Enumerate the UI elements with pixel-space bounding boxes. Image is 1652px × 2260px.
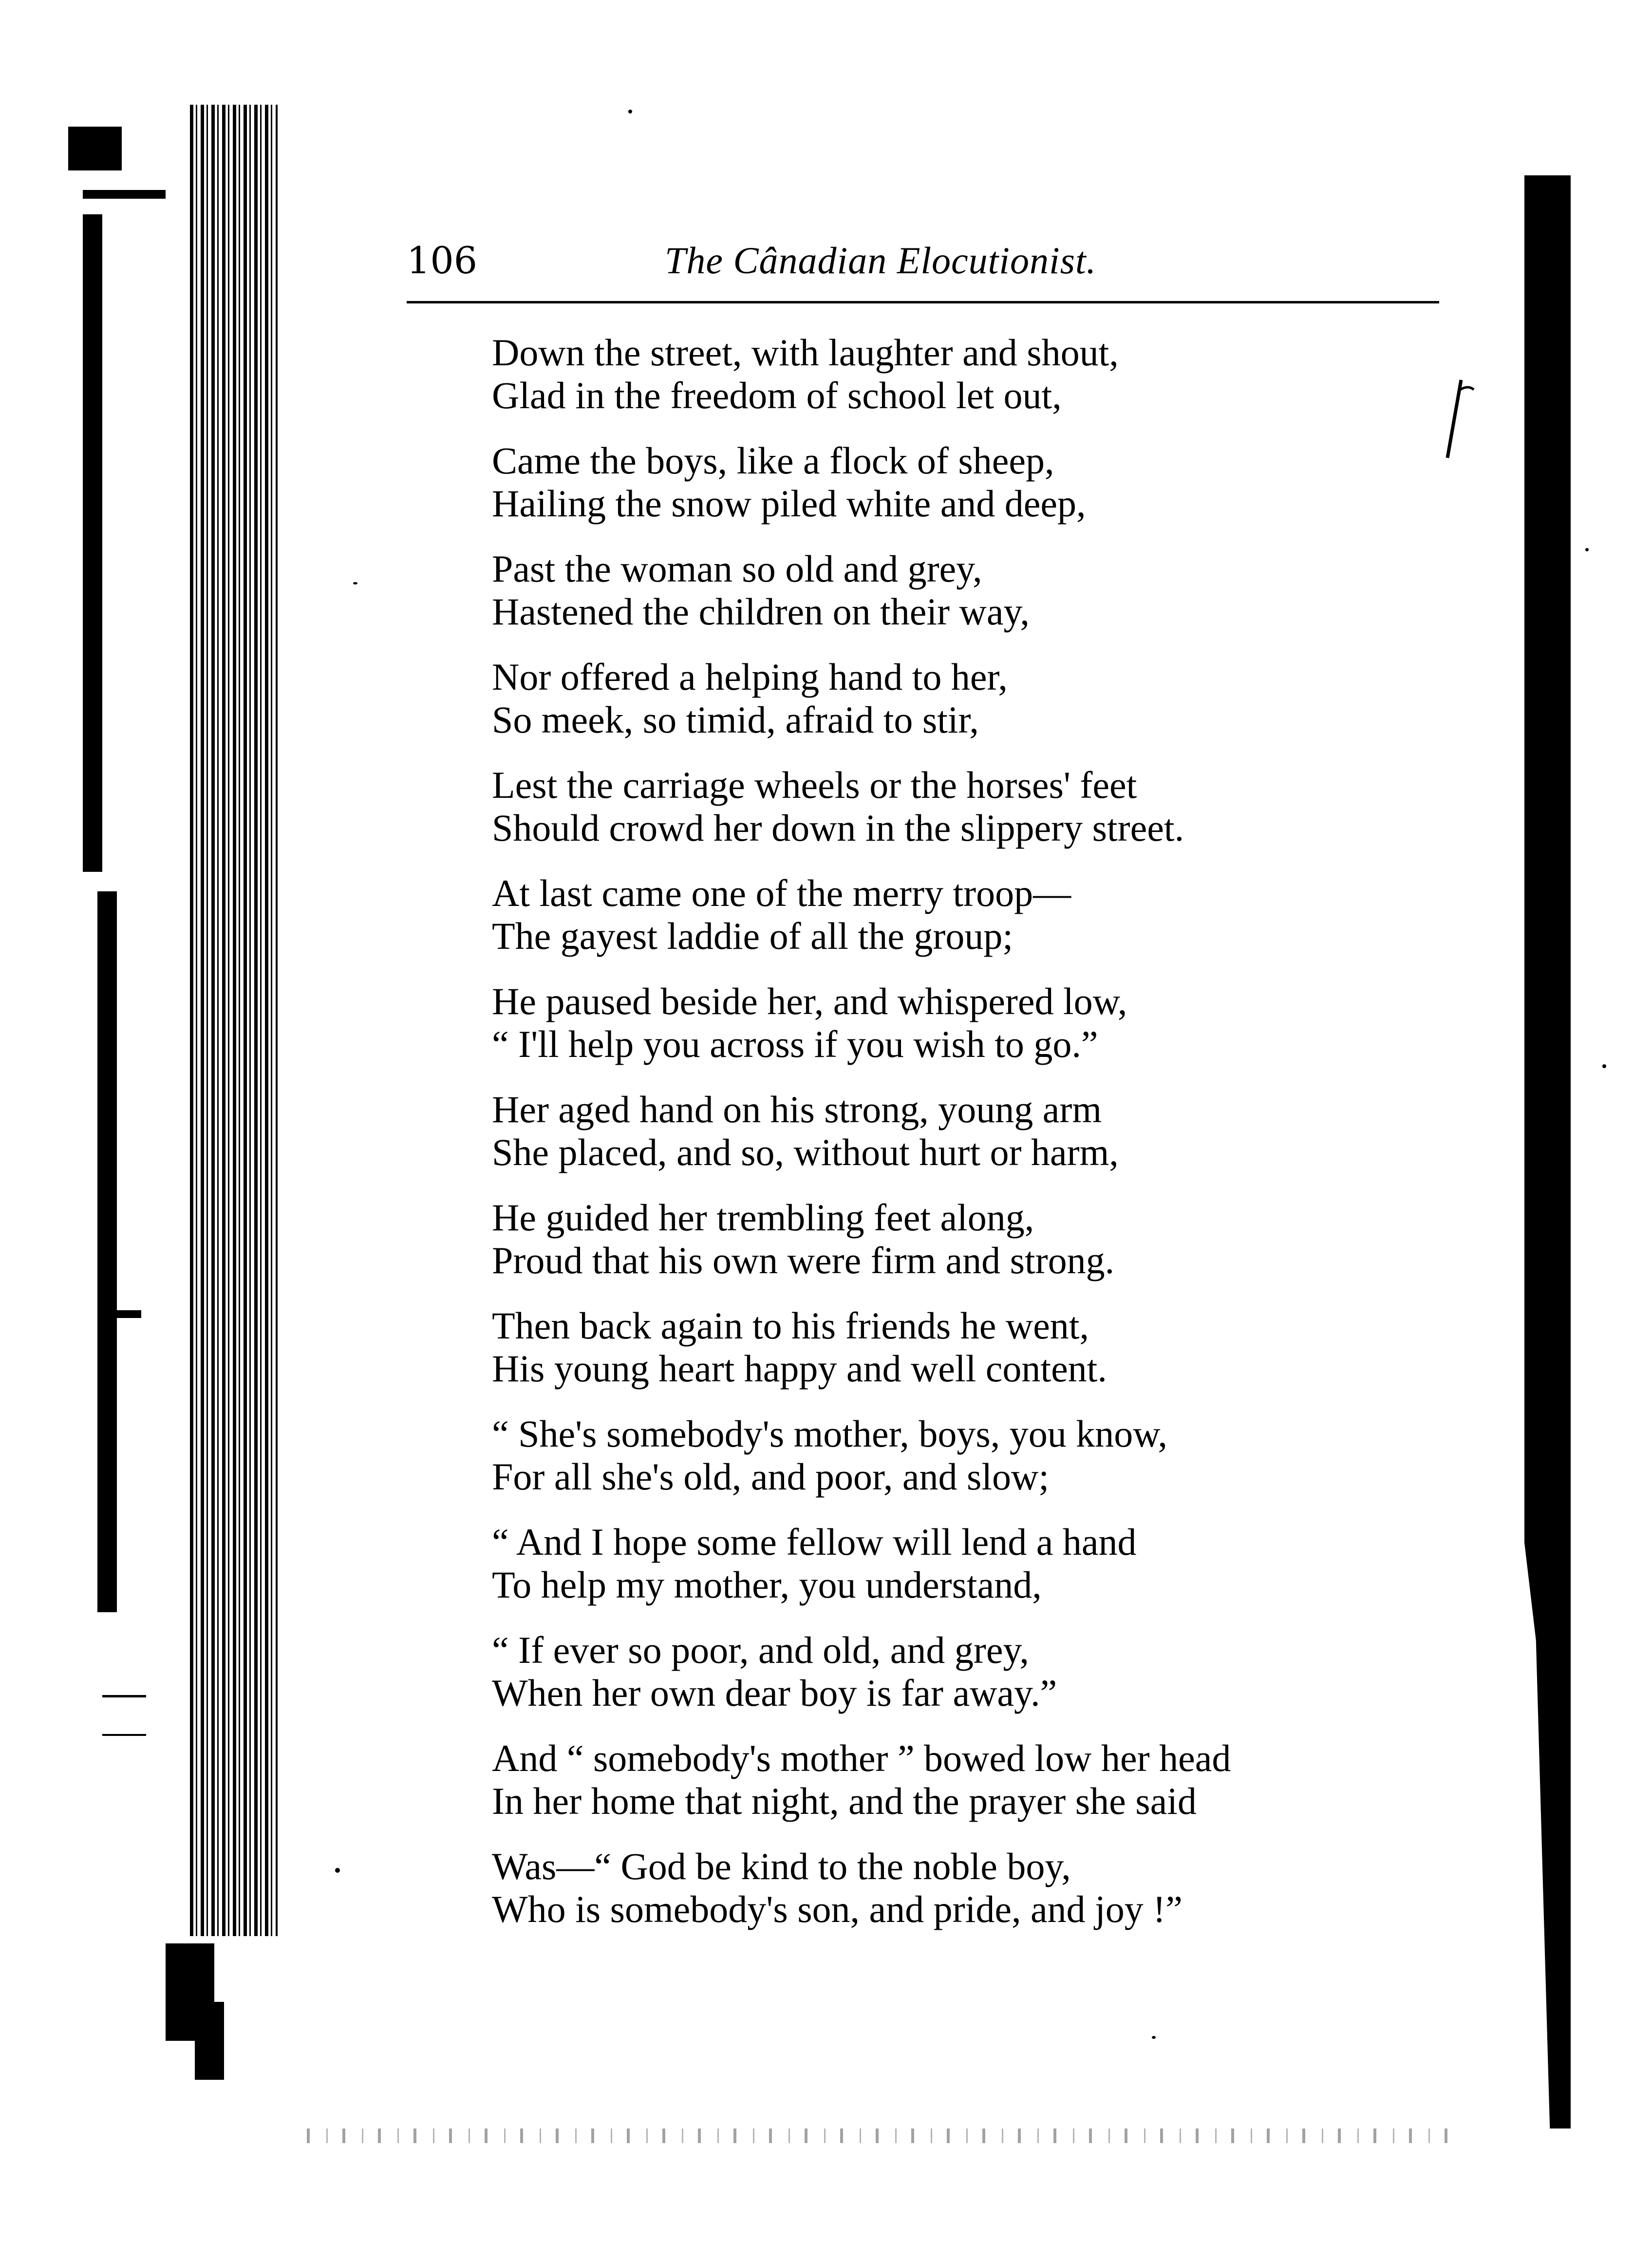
poem-line: “ And I hope some fellow will lend a hand: [492, 1521, 1137, 1563]
poem-line: Proud that his own were firm and strong.: [492, 1239, 1115, 1281]
scan-speck: [1602, 1064, 1606, 1068]
poem-line: At last came one of the merry troop—: [492, 872, 1071, 914]
poem-line: Lest the carriage wheels or the horses' feet: [492, 764, 1137, 806]
poem-line: Down the street, with laughter and shout,: [492, 331, 1119, 374]
poem-line: Should crowd her down in the slippery street.: [492, 807, 1184, 849]
page-header: [407, 234, 1439, 297]
poem-line: In her home that night, and the prayer she said: [492, 1780, 1197, 1822]
stanza: [492, 1412, 1456, 1498]
poem-line: “ I'll help you across if you wish to go.”: [492, 1023, 1098, 1065]
stanza: [492, 764, 1456, 849]
scan-speck: [1585, 548, 1589, 551]
poem-line: She placed, and so, without hurt or harm,: [492, 1131, 1119, 1173]
running-title: The Cânadian Elocutionist.: [665, 239, 1097, 282]
stanza: [492, 1304, 1456, 1390]
header-rule: [407, 301, 1439, 303]
poem-line: When her own dear boy is far away.”: [492, 1672, 1057, 1714]
stanza: [492, 1629, 1456, 1714]
stanza: [492, 1521, 1456, 1606]
stanza: [492, 980, 1456, 1066]
stanza: [492, 547, 1456, 633]
poem-line: Her aged hand on his strong, young arm: [492, 1088, 1102, 1130]
poem-line: And “ somebody's mother ” bowed low her head: [492, 1737, 1231, 1779]
poem-line: He paused beside her, and whispered low,: [492, 980, 1127, 1022]
page-number: 106: [407, 239, 478, 282]
poem-line: Who is somebody's son, and pride, and joy !”: [492, 1888, 1183, 1930]
stanza: [492, 1845, 1456, 1931]
poem-body: [492, 331, 1456, 1953]
stanza: [492, 656, 1456, 741]
scan-speck: [353, 582, 357, 584]
poem-line: Came the boys, like a flock of sheep,: [492, 439, 1054, 482]
poem-line: He guided her trembling feet along,: [492, 1196, 1034, 1239]
stanza: [492, 331, 1456, 417]
poem-line: The gayest laddie of all the group;: [492, 915, 1013, 957]
poem-line: Glad in the freedom of school let out,: [492, 374, 1062, 416]
poem-line: Was—“ God be kind to the noble boy,: [492, 1845, 1071, 1887]
stanza: [492, 1196, 1456, 1282]
poem-line: Nor offered a helping hand to her,: [492, 656, 1008, 698]
poem-line: Hastened the children on their way,: [492, 590, 1030, 633]
stanza: [492, 439, 1456, 525]
poem-line: Then back again to his friends he went,: [492, 1304, 1089, 1347]
stanza: [492, 1737, 1456, 1823]
poem-line: To help my mother, you understand,: [492, 1563, 1042, 1606]
poem-line: Hailing the snow piled white and deep,: [492, 482, 1086, 525]
poem-line: For all she's old, and poor, and slow;: [492, 1455, 1049, 1498]
poem-line: “ She's somebody's mother, boys, you know,: [492, 1412, 1168, 1455]
bottom-scan-noise: [292, 2128, 1461, 2143]
scan-speck: [1152, 2036, 1156, 2039]
poem-line: His young heart happy and well content.: [492, 1347, 1107, 1390]
stanza: [492, 872, 1456, 958]
right-edge-shadow: [1524, 175, 1571, 2128]
binding-stripes: [190, 105, 278, 1936]
poem-line: “ If ever so poor, and old, and grey,: [492, 1629, 1029, 1671]
scan-speck: [335, 1868, 340, 1873]
poem-line: So meek, so timid, afraid to stir,: [492, 698, 979, 741]
stanza: [492, 1088, 1456, 1174]
scan-speck: [628, 110, 632, 113]
poem-line: Past the woman so old and grey,: [492, 547, 982, 590]
